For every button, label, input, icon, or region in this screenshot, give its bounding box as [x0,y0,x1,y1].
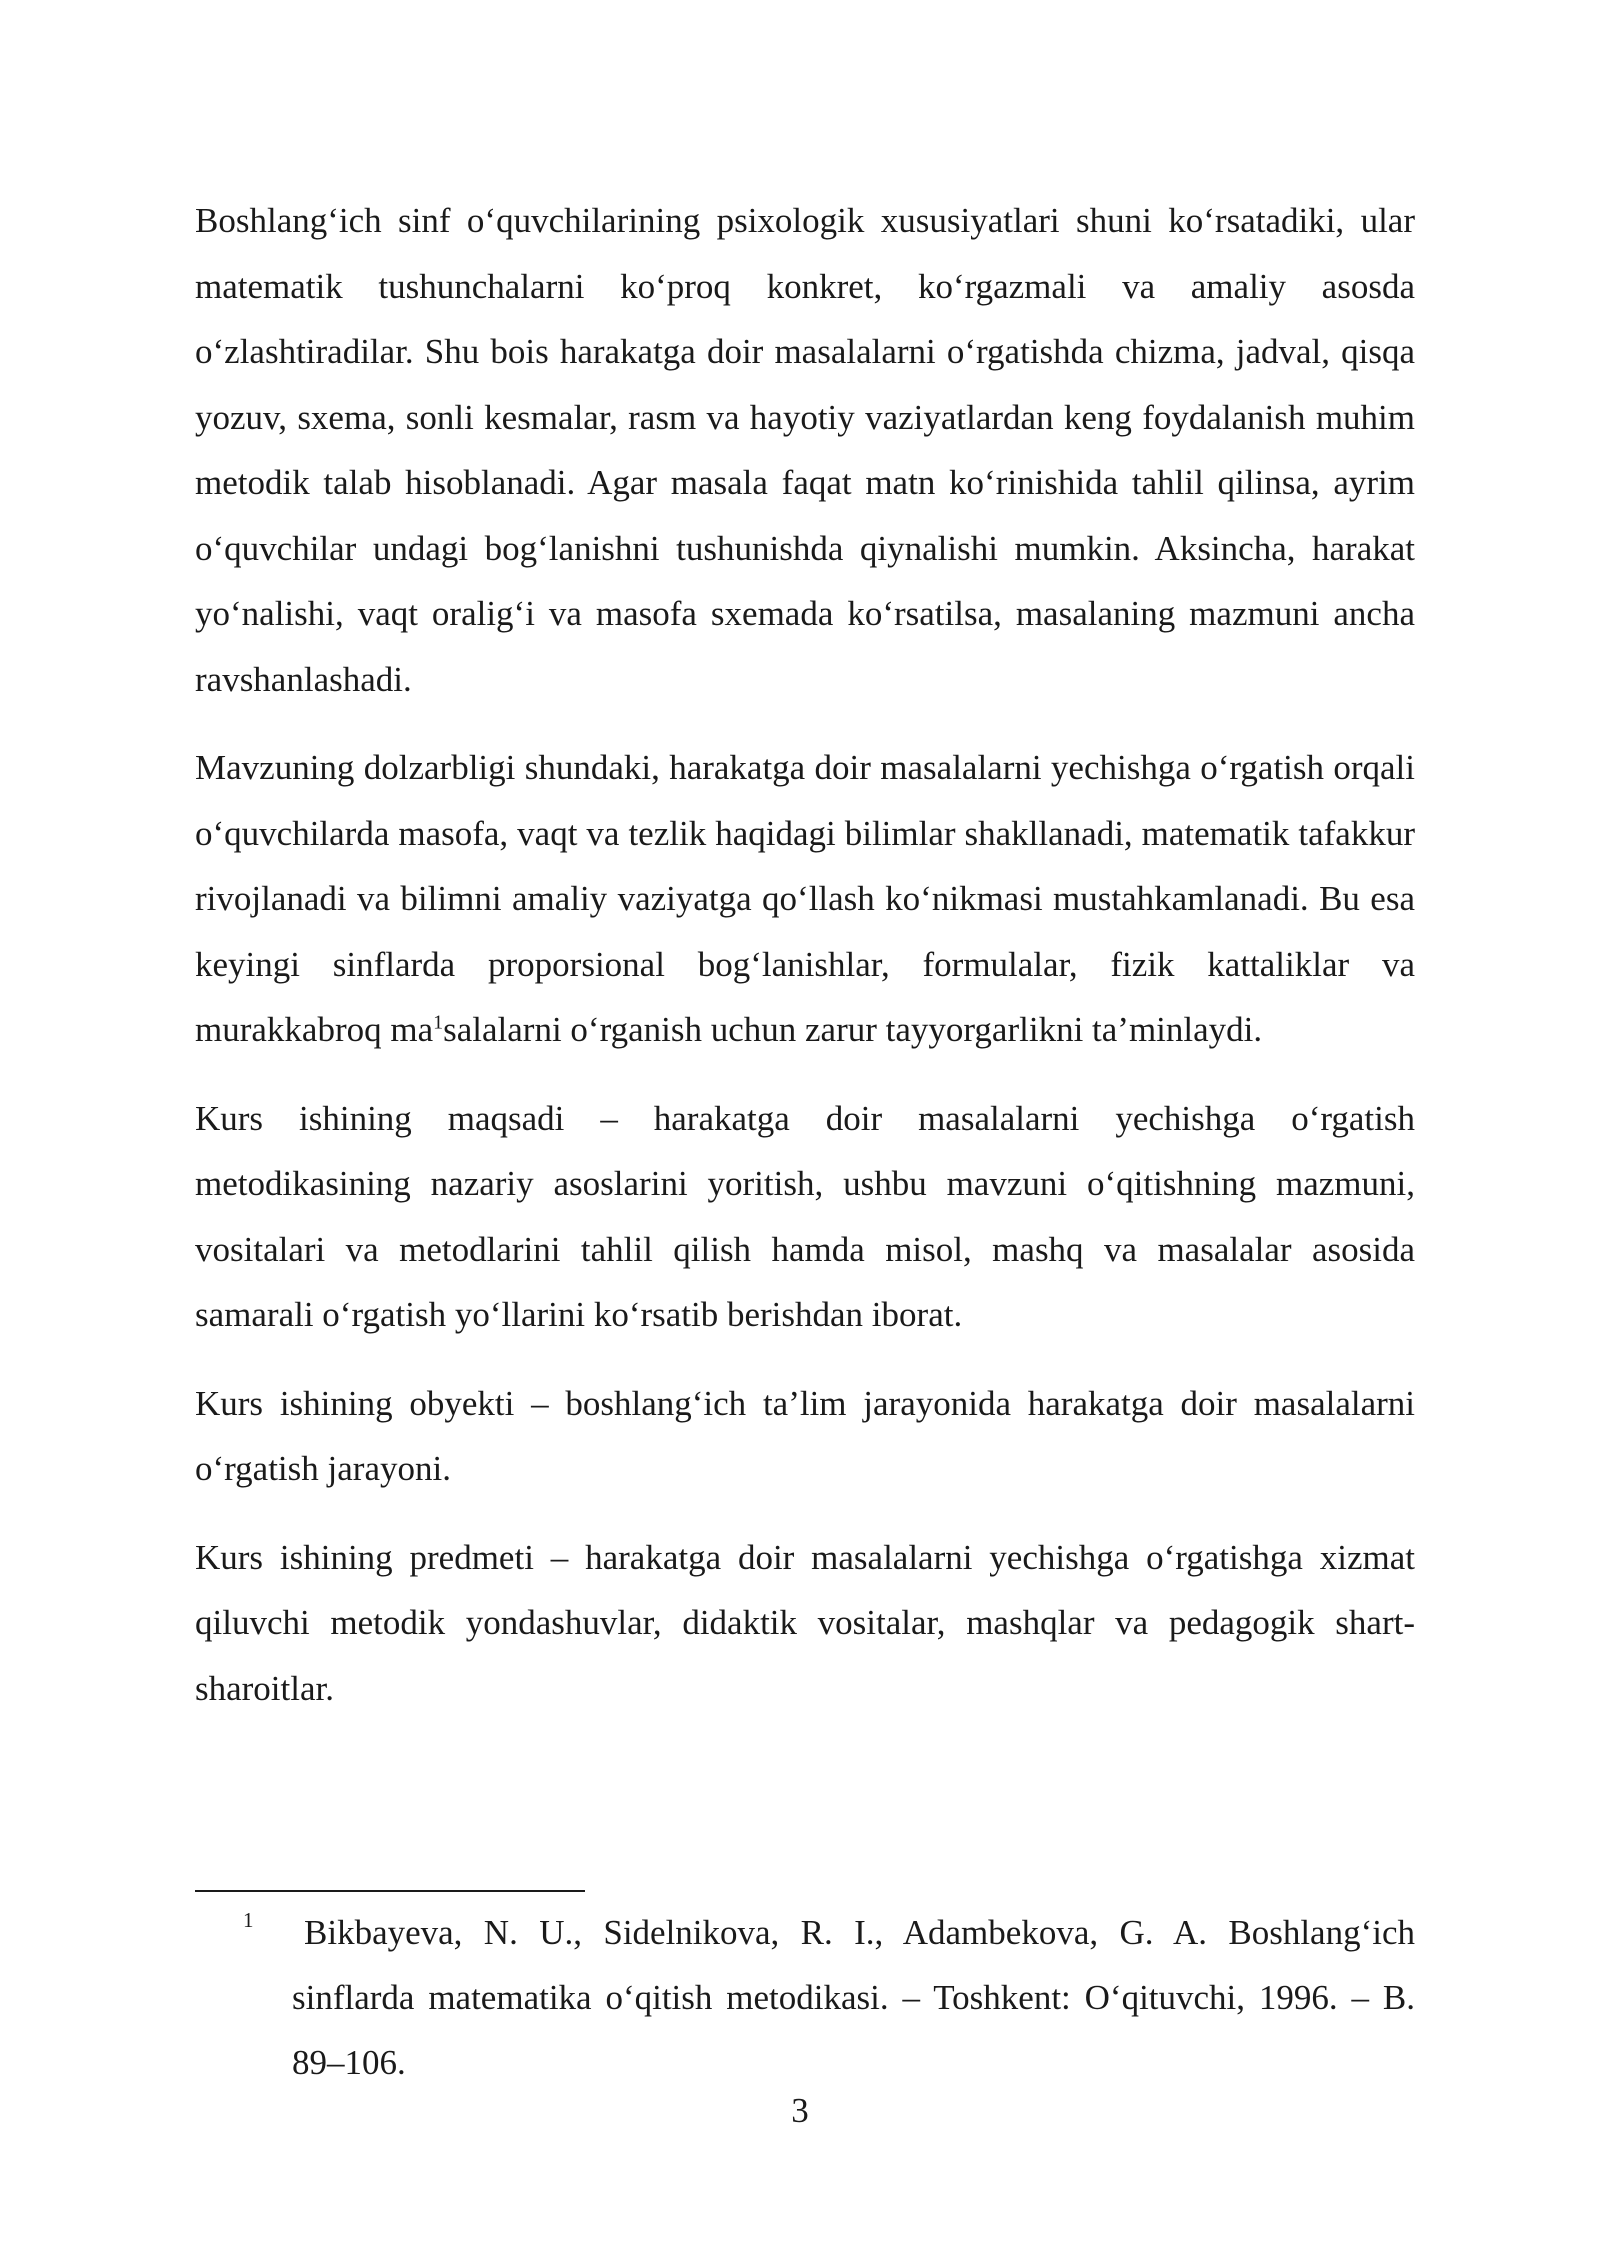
footnote-reference[interactable]: 1 [433,1011,444,1034]
footnote-separator [195,1890,585,1892]
paragraph-subject: Kurs ishining predmeti – harakatga doir masalalarni yechishga o‘rgatishga xizmat qiluvchi metodik yondashuvlar, didaktik vositalar, mashqlar va pedagogik shart-sharoitlar. [195,1537,1415,1708]
paragraph-goal: Kurs ishining maqsadi – harakatga doir masalalarni yechishga o‘rgatish metodikasining nazariy asoslarini yoritish, ushbu mavzuni o‘qitishning mazmuni, vositalari va metodlarini tahlil qilish hamda misol, mashq va masalalar asosida samarali o‘rgatish yo‘llarini ko‘rsatib berishdan iborat. [195,1098,1415,1334]
body-text [195,188,1415,1744]
paragraph-object: Kurs ishining obyekti – boshlang‘ich ta’lim jarayonida harakatga doir masalalarni o‘rgatish jarayoni. [195,1383,1415,1488]
paragraph-relevance [195,735,1415,1063]
footnote-mark: 1 [243,1908,254,1932]
footnote-text: Bikbayeva, N. U., Sidelnikova, R. I., Adambekova, G. A. Boshlang‘ich sinflarda matematika o‘qitish metodikasi. – Toshkent: O‘qituvchi, 1996. – B. 89–106. [292,1913,1415,2082]
paragraph-relevance-text: Mavzuning dolzarbligi shundaki, harakatga doir masalalarni yechishga o‘rgatish orqali o‘quvchilarda masofa, vaqt va tezlik haqidagi bilimlar shakllanadi, matematik tafakkur rivojlanadi va bilimni amaliy vaziyatga qo‘llash ko‘nikmasi mustahkamlanadi. Bu esa keyingi sinflarda proporsional bog‘lanishlar, formulalar, fizik kattaliklar va murakkabroq ma [195,748,1415,1049]
page-number: 3 [791,2091,809,2130]
footnote [195,1900,1415,2095]
paragraph-relevance-text-continued: salalarni o‘rganish uchun zarur tayyorgarlikni ta’minlaydi. [443,1010,1263,1049]
paragraph-psychology: Boshlang‘ich sinf o‘quvchilarining psixologik xususiyatlari shuni ko‘rsatadiki, ular matematik tushunchalarni ko‘proq konkret, ko‘rgazmali va amaliy asosda o‘zlashtiradilar. Shu bois harakatga doir masalalarni o‘rgatishda chizma, jadval, qisqa yozuv, sxema, sonli kesmalar, rasm va hayotiy vaziyatlardan keng foydalanish muhim metodik talab hisoblanadi. Agar masala faqat matn ko‘rinishida tahlil qilinsa, ayrim o‘quvchilar undagi bog‘lanishni tushunishda qiynalishi mumkin. Aksincha, harakat yo‘nalishi, vaqt oralig‘i va masofa sxemada ko‘rsatilsa, masalaning mazmuni ancha ravshanlashadi. [195,201,1415,699]
